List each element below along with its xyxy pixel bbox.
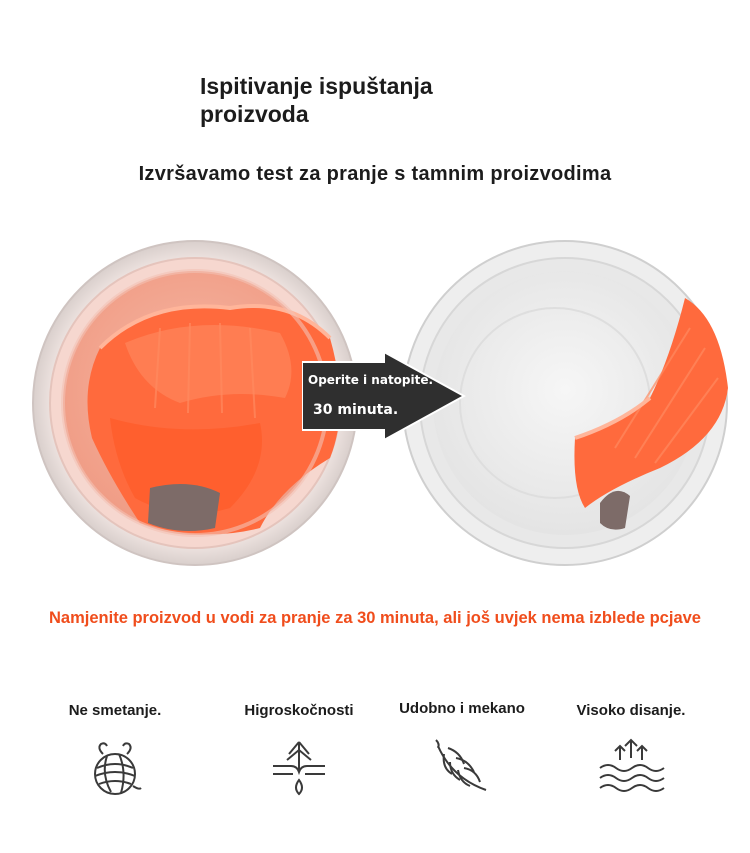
- yarn-ball-icon: [83, 736, 147, 800]
- feature-moisture-absorption: [224, 702, 374, 800]
- moisture-wicking-icon: [267, 736, 331, 800]
- arrow-text-line-1: Operite i natopite.: [308, 373, 434, 387]
- feature-soft-comfort: [387, 700, 537, 798]
- page-subtitle: Izvršavamo test za pranje s tamnim proizvodima: [138, 163, 612, 185]
- process-arrow: [302, 352, 466, 440]
- title-block: [200, 72, 520, 128]
- feature-label: Ne smetanje.: [68, 702, 162, 719]
- page-title-line-2: proizvoda: [200, 101, 309, 127]
- page-title-line-1: Ispitivanje ispuštanja: [200, 73, 433, 99]
- breathable-waves-icon: [596, 736, 666, 800]
- feather-icon: [430, 734, 494, 798]
- feature-anti-static: [40, 702, 190, 800]
- feature-breathable: [556, 702, 706, 800]
- arrow-text-line-2: 30 minuta.: [313, 402, 399, 418]
- feature-label: Udobno i mekano: [399, 700, 525, 717]
- feature-label: Visoko disanje.: [576, 702, 686, 719]
- result-note: Namjenite proizvod u vodi za pranje za 30 minuta, ali još uvjek nema izblede pcjave: [49, 609, 701, 627]
- feature-label: Higroskočnosti: [244, 702, 354, 719]
